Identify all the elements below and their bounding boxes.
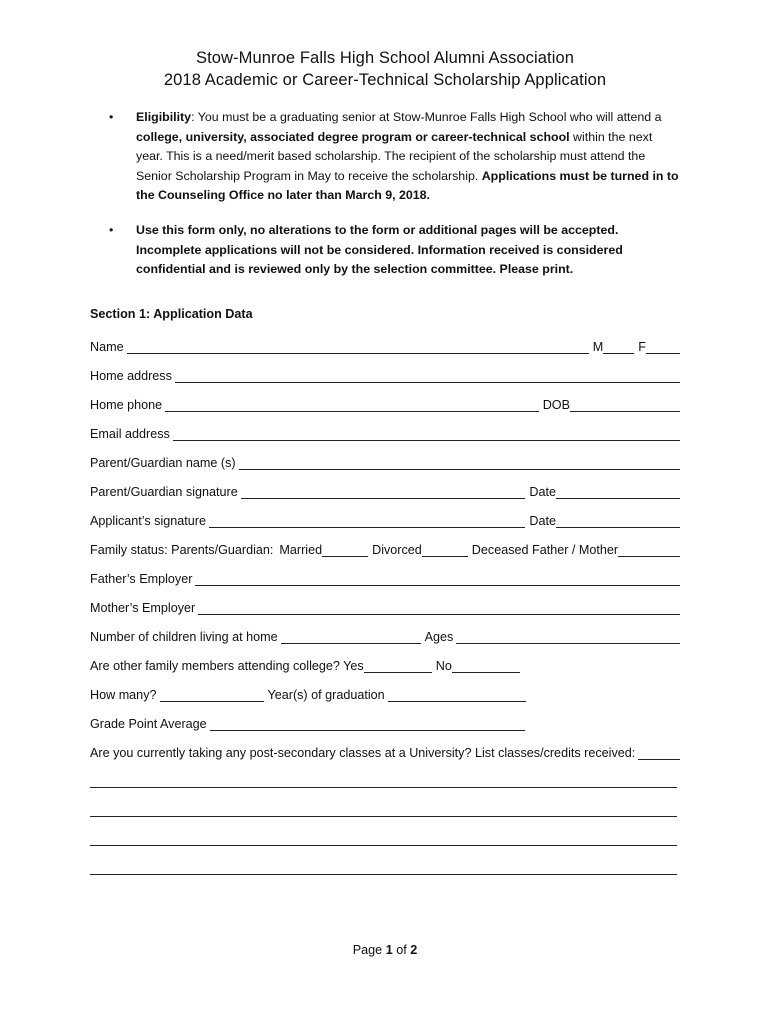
family-status-label: Family status: Parents/Guardian:: [90, 543, 274, 557]
page-number: 1: [385, 943, 393, 957]
header-title-line2: 2018 Academic or Career-Technical Scholarship Application: [163, 71, 607, 89]
post-secondary-field[interactable]: [638, 746, 680, 760]
eligibility-label: Eligibility: [136, 110, 192, 124]
page-word: Page: [352, 943, 383, 957]
post-secondary-line-3[interactable]: [90, 845, 677, 846]
home-address-field[interactable]: [175, 369, 680, 383]
father-employer-label: Father’s Employer: [90, 572, 193, 586]
guardian-name-row: [90, 452, 680, 470]
applicant-signature-label: Applicant’s signature: [90, 514, 206, 528]
section1-title: Section 1: Application Data: [90, 307, 253, 321]
home-phone-label: Home phone: [90, 398, 163, 412]
post-secondary-row: [90, 742, 680, 760]
mother-employer-field[interactable]: [198, 601, 680, 615]
father-employer-field[interactable]: [195, 572, 680, 586]
ages-label: Ages: [424, 630, 454, 644]
name-field[interactable]: [127, 340, 589, 354]
email-field[interactable]: [173, 427, 680, 441]
male-label: M: [592, 340, 604, 354]
bullet-icon: •: [109, 223, 114, 237]
female-field[interactable]: [646, 340, 680, 354]
guardian-date-field[interactable]: [556, 485, 680, 499]
how-many-label: How many?: [90, 688, 157, 702]
home-address-label: Home address: [90, 369, 172, 383]
dob-field[interactable]: [570, 398, 680, 412]
eligibility-text-bold1: college, university, associated degree program or career-technical school: [136, 129, 570, 144]
dob-label: DOB: [542, 398, 570, 412]
form-rules-bullet: [109, 221, 679, 280]
eligibility-text: [136, 108, 679, 206]
form-rules-text: [136, 221, 679, 280]
post-secondary-line-1[interactable]: [90, 787, 677, 788]
name-row: [90, 336, 680, 354]
gpa-field[interactable]: [210, 717, 525, 731]
eligibility-bullet: [109, 108, 679, 206]
married-label: Married: [279, 543, 323, 557]
guardian-name-field[interactable]: [239, 456, 680, 470]
eligibility-text-part2: within the next year. This is a need/merit based scholarship. The recipient of the scholarship must attend the Senior Scholarship Program in May to receive the scholarship.: [136, 129, 653, 183]
college-no-field[interactable]: [452, 659, 520, 673]
guardian-signature-field[interactable]: [241, 485, 526, 499]
college-question-label: Are other family members attending college? Yes: [90, 659, 364, 673]
bullet-icon: •: [109, 110, 114, 124]
married-field[interactable]: [322, 543, 368, 557]
form-rules-bold: Use this form only, no alterations to the form or additional pages will be accepted. Incomplete applications will not be considered. Information received is considered confidential and is reviewed only by the selection committee. Please print.: [136, 223, 623, 277]
of-word: of: [396, 943, 407, 957]
children-row: [90, 626, 680, 644]
college-yes-field[interactable]: [364, 659, 432, 673]
gpa-row: [90, 713, 680, 731]
family-status-row: [90, 539, 680, 557]
page-total: 2: [410, 943, 418, 957]
home-address-row: [90, 365, 680, 383]
applicant-signature-row: [90, 510, 680, 528]
divorced-field[interactable]: [422, 543, 468, 557]
mother-employer-label: Mother’s Employer: [90, 601, 196, 615]
how-many-field[interactable]: [160, 688, 264, 702]
how-many-row: [90, 684, 680, 702]
guardian-signature-row: [90, 481, 680, 499]
email-row: [90, 423, 680, 441]
guardian-date-label: Date: [529, 485, 556, 499]
post-secondary-line-4[interactable]: [90, 874, 677, 875]
deceased-field[interactable]: [618, 543, 680, 557]
home-phone-field[interactable]: [165, 398, 539, 412]
applicant-date-label: Date: [529, 514, 556, 528]
header-title-line1: Stow-Munroe Falls High School Alumni Association: [195, 49, 575, 67]
college-row: [90, 655, 680, 673]
applicant-signature-field[interactable]: [209, 514, 525, 528]
page-footer: [0, 943, 770, 957]
deceased-label: Deceased Father / Mother: [471, 543, 619, 557]
mother-employer-row: [90, 597, 680, 615]
eligibility-deadline: Applications must be turned in to the Counseling Office no later than March 9, 2018.: [136, 168, 679, 203]
divorced-label: Divorced: [372, 543, 422, 557]
guardian-signature-label: Parent/Guardian signature: [90, 485, 238, 499]
children-field[interactable]: [281, 630, 421, 644]
post-secondary-line-2[interactable]: [90, 816, 677, 817]
grad-year-field[interactable]: [388, 688, 526, 702]
post-secondary-label: Are you currently taking any post-secondary classes at a University? List classes/credits received:: [90, 746, 636, 760]
email-label: Email address: [90, 427, 170, 441]
children-label: Number of children living at home: [90, 630, 278, 644]
father-employer-row: [90, 568, 680, 586]
home-phone-row: [90, 394, 680, 412]
female-label: F: [638, 340, 646, 354]
name-label: Name: [90, 340, 124, 354]
applicant-date-field[interactable]: [556, 514, 680, 528]
gpa-label: Grade Point Average: [90, 717, 207, 731]
ages-field[interactable]: [456, 630, 680, 644]
grad-year-label: Year(s) of graduation: [267, 688, 385, 702]
college-no-label: No: [435, 659, 452, 673]
male-field[interactable]: [603, 340, 634, 354]
eligibility-text-part1: : You must be a graduating senior at Stow-Munroe Falls High School who will attend a: [191, 110, 662, 124]
guardian-name-label: Parent/Guardian name (s): [90, 456, 236, 470]
